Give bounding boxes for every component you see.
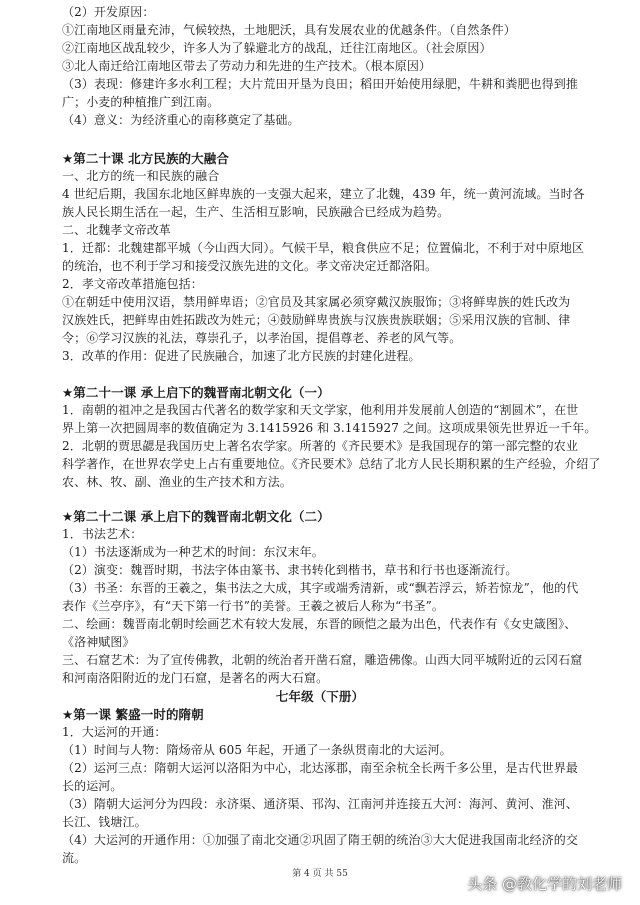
text-line: 流。: [62, 851, 87, 865]
lesson-heading: ★第一课 繁盛一时的隋朝: [62, 707, 204, 722]
lesson-heading: ★第二十一课 承上启下的魏晋南北朝文化（一）: [62, 385, 330, 400]
text-line: （4）大运河的开通作用：①加强了南北交通②巩固了隋王朝的统治③大大促进我国南北经济的交: [62, 833, 578, 847]
text-line: （1）时间与人物：隋炀帝从 605 年起，开通了一条纵贯南北的大运河。: [62, 743, 452, 757]
text-line: 长的运河。: [62, 779, 123, 793]
text-line: 1．迁都：北魏建都平城（今山西大同）。气候干旱，粮食供应不足；位置偏北，不利于对中原地区: [62, 241, 585, 255]
text-line: （1）书法逐渐成为一种艺术的时间：东汉末年。: [62, 545, 324, 559]
text-line: ①在朝廷中使用汉语，禁用鲜卑语；②官员及其家属必须穿戴汉族服饰；③将鲜卑族的姓氏改为: [62, 295, 571, 309]
text-line: ②江南地区战乱较少，许多人为了躲避北方的战乱，迁往江南地区。（社会原因）: [62, 41, 492, 55]
text-line: 科学著作，在世界农学史上占有重要地位。《齐民要术》总结了北方人民长期积累的生产经验，介绍了: [62, 457, 601, 471]
text-line: （2）演变：魏晋时期，书法字体由篆书、隶书转化到楷书，草书和行书也逐渐流行。: [62, 563, 518, 577]
section-heading: 1．大运河的开通：: [62, 725, 167, 739]
text-line: （2）开发原因：: [62, 5, 155, 19]
text-line: 三、石窟艺术：为了宣传佛教，北朝的统治者开凿石窟，雕造佛像。山西大同平城附近的云冈石窟: [62, 653, 583, 667]
text-line: ①江南地区雨量充沛，气候较热，土地肥沃，具有发展农业的优越条件。（自然条件）: [62, 23, 516, 37]
text-line: 界上第一次把圆周率的数值确定为 3.1415926 和 3.1415927 之间。这项成果领先世界近一千年。: [62, 421, 597, 435]
text-line: 的统治，也不利于学习和接受汉族先进的文化。孝文帝决定迁都洛阳。: [62, 259, 438, 273]
section-heading: 一、北方的统一和民族的融合: [62, 169, 220, 183]
section-heading: 二、北魏孝文帝改革: [62, 223, 171, 237]
text-line: 令；⑥学习汉族的礼法，尊崇孔子，以孝治国，提倡尊老、养老的风气等。: [62, 331, 462, 345]
text-line: 2．孝文帝改革措施包括：: [62, 277, 203, 291]
text-line: 2．北朝的贾思勰是我国历史上著名农学家。所著的《齐民要术》是我国现存的第一部完整的农业: [62, 439, 578, 453]
text-line: 长江、钱塘江。: [62, 815, 147, 829]
text-line: （3）书圣：东晋的王羲之，集书法之大成，其字或端秀清新，或“飘若浮云，矫若惊龙”，他的代: [62, 581, 579, 595]
text-line: 农、林、牧、副、渔业的生产技术和方法。: [62, 475, 292, 489]
section-heading: 1．书法艺术：: [62, 527, 143, 541]
text-line: （2）运河三点：隋朝大运河以洛阳为中心，北达涿郡，南至余杭全长两千多公里，是古代世界最: [62, 761, 578, 775]
lesson-heading: ★第二十二课 承上启下的魏晋南北朝文化（二）: [62, 509, 330, 524]
text-line: 族人民长期生活在一起，生产、生活相互影响，民族融合已经成为趋势。: [62, 205, 450, 219]
text-line: 《洛神赋图》: [62, 635, 135, 649]
text-line: 二、绘画：魏晋南北朝时绘画艺术有较大发展，东晋的顾恺之最为出色，代表作有《女史箴图》、: [62, 617, 577, 631]
text-line: 1．南朝的祖冲之是我国古代著名的数学家和天文学家，他利用并发展前人创造的“割圆术”，在世: [62, 403, 579, 417]
text-line: 3．改革的作用：促进了民族融合，加速了北方民族的封建化进程。: [62, 349, 421, 363]
text-line: 汉族姓氏，把鲜卑由姓拓跋改为姓元；④鼓励鲜卑贵族与汉族贵族联姻；⑤采用汉族的官制、律: [62, 313, 571, 327]
text-line: （3）表现：修建许多水利工程；大片荒田开垦为良田；稻田开始使用绿肥，牛耕和粪肥也得到推: [62, 77, 578, 91]
text-line: ③北人南迁给江南地区带去了劳动力和先进的生产技术。（根本原因）: [62, 59, 432, 73]
grade-heading: 七年级（下册）: [275, 689, 365, 704]
text-line: （3）隋朝大运河分为四段：永济渠、通济渠、邗沟、江南河并连接五大河：海河、黄河、淮河、: [62, 797, 578, 811]
text-line: （4）意义：为经济重心的南移奠定了基础。: [62, 113, 300, 127]
text-line: 和河南洛阳附近的龙门石窟，是著名的两大石窟。: [62, 671, 329, 685]
page-number: 第 4 页 共 55: [292, 869, 348, 879]
lesson-heading: ★第二十课 北方民族的大融合: [62, 151, 229, 166]
text-line: 4 世纪后期，我国东北地区鲜卑族的一支强大起来，建立了北魏，439 年，统一黄河流域。当时各: [62, 187, 585, 201]
watermark: 头条 @教化学的刘老师: [467, 875, 622, 893]
text-line: 表作《兰亭序》，有“天下第一行书”的美誉。王羲之被后人称为“书圣”。: [62, 599, 444, 613]
text-line: 广；小麦的种植推广到江南。: [62, 95, 220, 109]
